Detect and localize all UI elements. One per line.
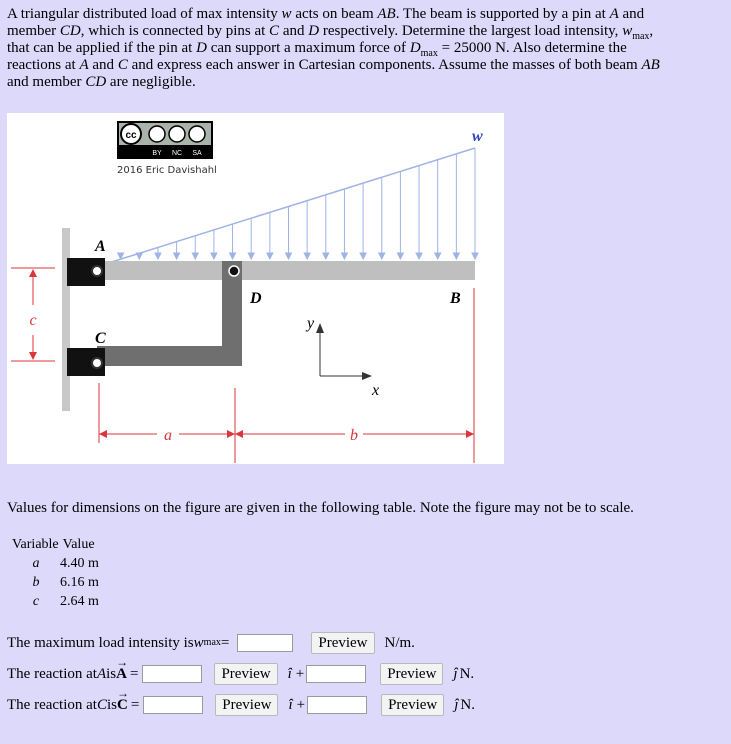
load-arrowhead (211, 253, 217, 259)
label-B: B (450, 290, 461, 307)
svg-text:NC: NC (171, 150, 183, 157)
problem-statement: A triangular distributed load of max intensity w acts on beam AB. The beam is supported by a pin at A and member CD, which is connected by pins at C and D respectively. Determine the largest load intensity, $w_{max}$, that can be applied if the pin at D can support a maximum force of $D_{max} = 25000$ N. Also determine the reactions at A and C and express each answer in Cartesian components. Assume the masses of both beam AB and member CD are negligible. (7, 6, 660, 90)
label-A: A (95, 238, 106, 255)
load-arrowhead (435, 253, 441, 259)
label-w: w (472, 128, 483, 145)
reaction-a-x-input[interactable] (142, 665, 202, 683)
load-arrowhead (248, 253, 254, 259)
load-arrowhead (286, 253, 292, 259)
answer-row-reaction-a: The reaction at A is → A = Preview î + Preview ĵ N. (7, 663, 474, 685)
svg-text:SA: SA (192, 150, 202, 157)
load-arrowhead (323, 253, 329, 259)
table-row: b 6.16 m (32, 574, 99, 590)
table-header: Variable Value (12, 536, 95, 552)
load-arrowhead (397, 253, 403, 259)
table-row: a 4.40 m (32, 555, 99, 571)
reaction-c-x-preview-button[interactable]: Preview (215, 694, 278, 716)
load-arrowhead (192, 253, 198, 259)
load-arrowhead (155, 253, 161, 259)
reaction-a-y-input[interactable] (306, 665, 366, 683)
svg-text:BY: BY (152, 150, 162, 157)
note-text: Values for dimensions on the figure are given in the following table. Note the figure may not be to scale. (7, 500, 634, 516)
load-arrowhead (341, 253, 347, 259)
load-arrowhead (360, 253, 366, 259)
table-row: c 2.64 m (32, 593, 99, 609)
load-arrowhead (267, 253, 273, 259)
beam-diagram (7, 113, 504, 464)
answer-row-reaction-c: The reaction at C is → C = Preview î + Preview ĵ N. (7, 694, 475, 716)
figure-credit: 2016 Eric Davishahl (117, 165, 217, 176)
answer-row-wmax: The maximum load intensity is w max = Preview N/m. (7, 632, 415, 654)
wmax-preview-button[interactable]: Preview (311, 632, 374, 654)
reaction-c-x-input[interactable] (143, 696, 203, 714)
label-b: b (350, 427, 358, 444)
load-arrowhead (174, 253, 180, 259)
axis-label-x: x (372, 382, 380, 399)
load-arrowhead (379, 253, 385, 259)
axis-label-y: y (307, 315, 315, 332)
label-C: C (95, 330, 106, 347)
reaction-a-y-preview-button[interactable]: Preview (380, 663, 443, 685)
load-arrowhead (453, 253, 459, 259)
label-a: a (164, 427, 172, 444)
label-D: D (250, 290, 262, 307)
cc-license-badge (117, 121, 213, 159)
label-c: c (29, 312, 37, 329)
svg-text:cc: cc (125, 130, 137, 141)
load-arrowhead (416, 253, 422, 259)
load-arrowhead (472, 253, 478, 259)
wmax-input[interactable] (237, 634, 293, 652)
reaction-a-x-preview-button[interactable]: Preview (214, 663, 277, 685)
load-arrowhead (136, 253, 142, 259)
load-arrowhead (230, 253, 236, 259)
reaction-c-y-preview-button[interactable]: Preview (381, 694, 444, 716)
load-arrowhead (304, 253, 310, 259)
dimension-table (12, 535, 99, 611)
reaction-c-y-input[interactable] (307, 696, 367, 714)
